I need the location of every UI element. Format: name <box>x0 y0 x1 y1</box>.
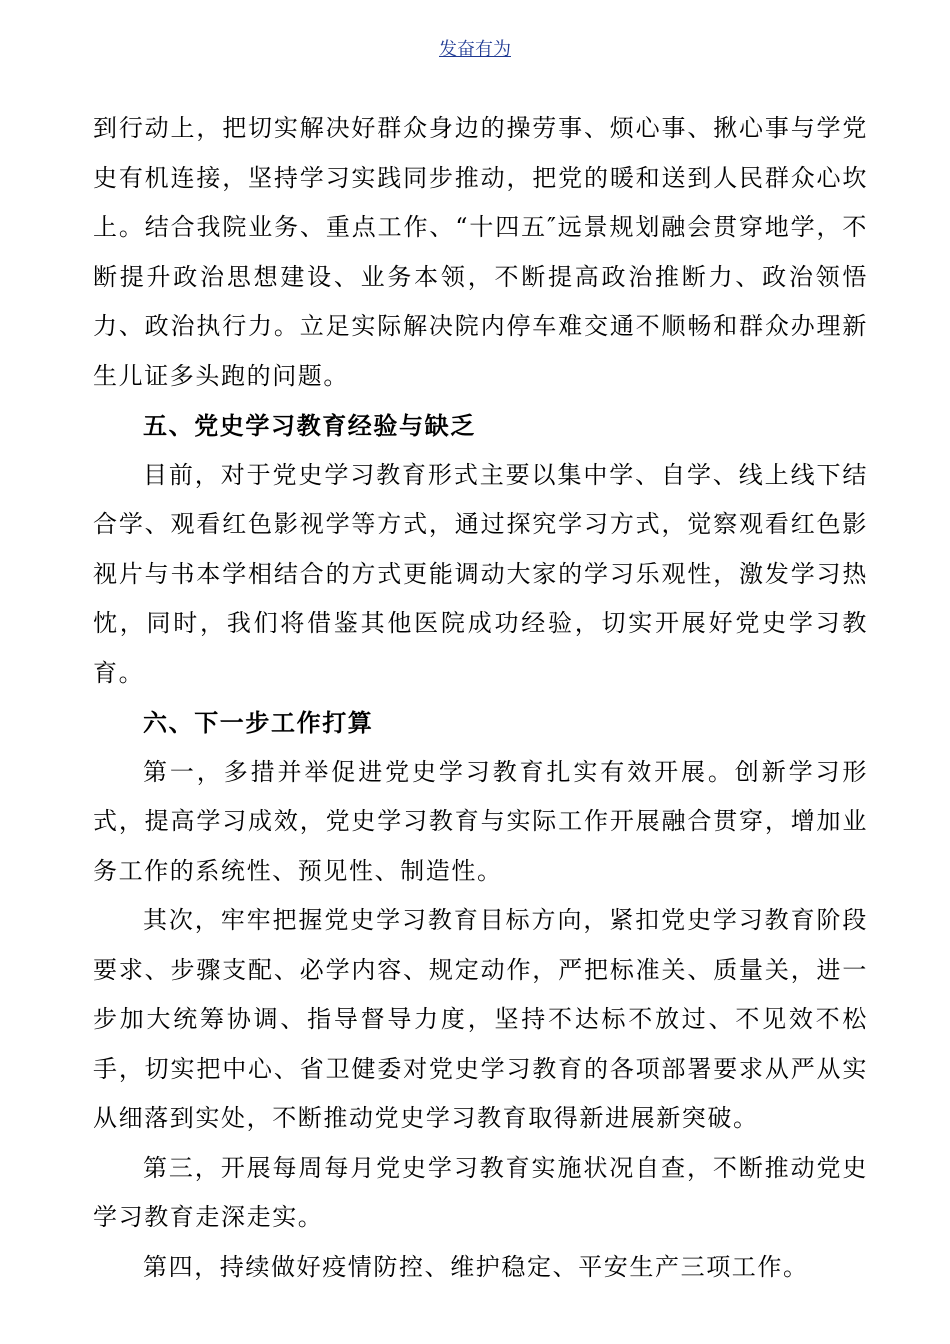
paragraph-first: 第一，多措并举促进党史学习教育扎实有效开展。创新学习形式，提高学习成效，党史学习教育与实际工作开展融合贯穿，增加业务工作的系统性、预见性、制造性。 <box>93 757 868 885</box>
section-heading-five: 五、党史学习教育经验与缺乏 <box>143 411 476 440</box>
page-header-title[interactable]: 发奋有为 <box>439 39 511 60</box>
paragraph-third: 第三，开展每周每月党史学习教育实施状况自查，不断推动党史学习教育走深走实。 <box>93 1153 868 1231</box>
paragraph-fourth: 第四，持续做好疫情防控、维护稳定、平安生产三项工作。 <box>143 1252 809 1281</box>
paragraph-continuation: 到行动上，把切实解决好群众身边的操劳事、烦心事、揪心事与学党史有机连接，坚持学习实践同步推动，把党的暖和送到人民群众心坎上。结合我院业务、重点工作、“十四五″远景规划融会贯穿地学，不断提升政治思想建设、业务本领，不断提高政治推断力、政治领悟力、政治执行力。立足实际解决院内停车难交通不顺畅和群众办理新生儿证多头跑的问题。 <box>93 114 868 390</box>
section-heading-six: 六、下一步工作打算 <box>143 708 374 737</box>
document-body <box>93 104 868 1292</box>
paragraph-experience: 目前，对于党史学习教育形式主要以集中学、自学、线上线下结合学、观看红色影视学等方式，通过探究学习方式，觉察观看红色影视片与书本学相结合的方式更能调动大家的学习乐观性，激发学习热忱，同时，我们将借鉴其他医院成功经验，切实开展好党史学习教育。 <box>93 460 868 687</box>
paragraph-second: 其次，牢牢把握党史学习教育目标方向，紧扣党史学习教育阶段要求、步骤支配、必学内容、规定动作，严把标准关、质量关，进一步加大统筹协调、指导督导力度，坚持不达标不放过、不见效不松手，切实把中心、省卫健委对党史学习教育的各项部署要求从严从实从细落到实处，不断推动党史学习教育取得新进展新突破。 <box>93 906 868 1132</box>
